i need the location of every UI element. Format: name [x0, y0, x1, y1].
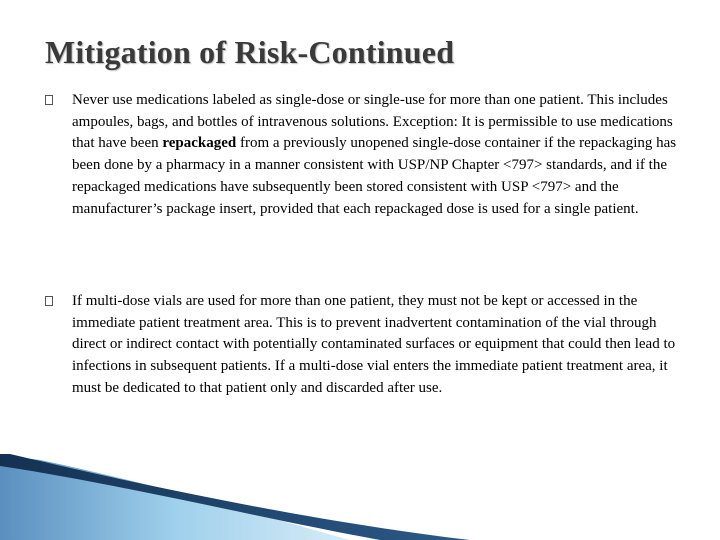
- bullet-text-part: from a previously unopened single-dose container if the repackaging has been done by a pharmacy in a manner consistent with USP/NP Chapter <797> standards, and if the repackaged medications have subsequently been stored consistent with USP <797> and the manufacturer’s package insert, provided that each repackaged dose is used for a single patient.: [72, 135, 677, 217]
- bullet-item: [45, 291, 685, 400]
- slide-title: Mitigation of Risk-Continued: [45, 34, 455, 70]
- bullet-text: If multi-dose vials are used for more than one patient, they must not be kept or accessed in the immediate patient treatment area. This is to prevent inadvertent contamination of the vial through direct or indirect contact with potentially contaminated surfaces or equipment that could then lead to infections in subsequent patients. If a multi-dose vial enters the immediate patient treatment area, it must be dedicated to that patient only and discarded after use.: [72, 293, 676, 396]
- decorative-swoosh: [0, 440, 520, 540]
- bullet-item: [45, 90, 685, 220]
- bullet-text-bold: repackaged: [162, 135, 237, 152]
- bullet-text: [72, 90, 682, 220]
- bullet-text-part: Never use medications labeled as single-dose or single-use for more than one patient. This includes ampoules, bags, and bottles of intravenous solutions. Exception: It is permissible to use medications that have been: [72, 92, 673, 152]
- bullet-marker-icon: [45, 291, 72, 309]
- bullet-marker-icon: [45, 90, 72, 108]
